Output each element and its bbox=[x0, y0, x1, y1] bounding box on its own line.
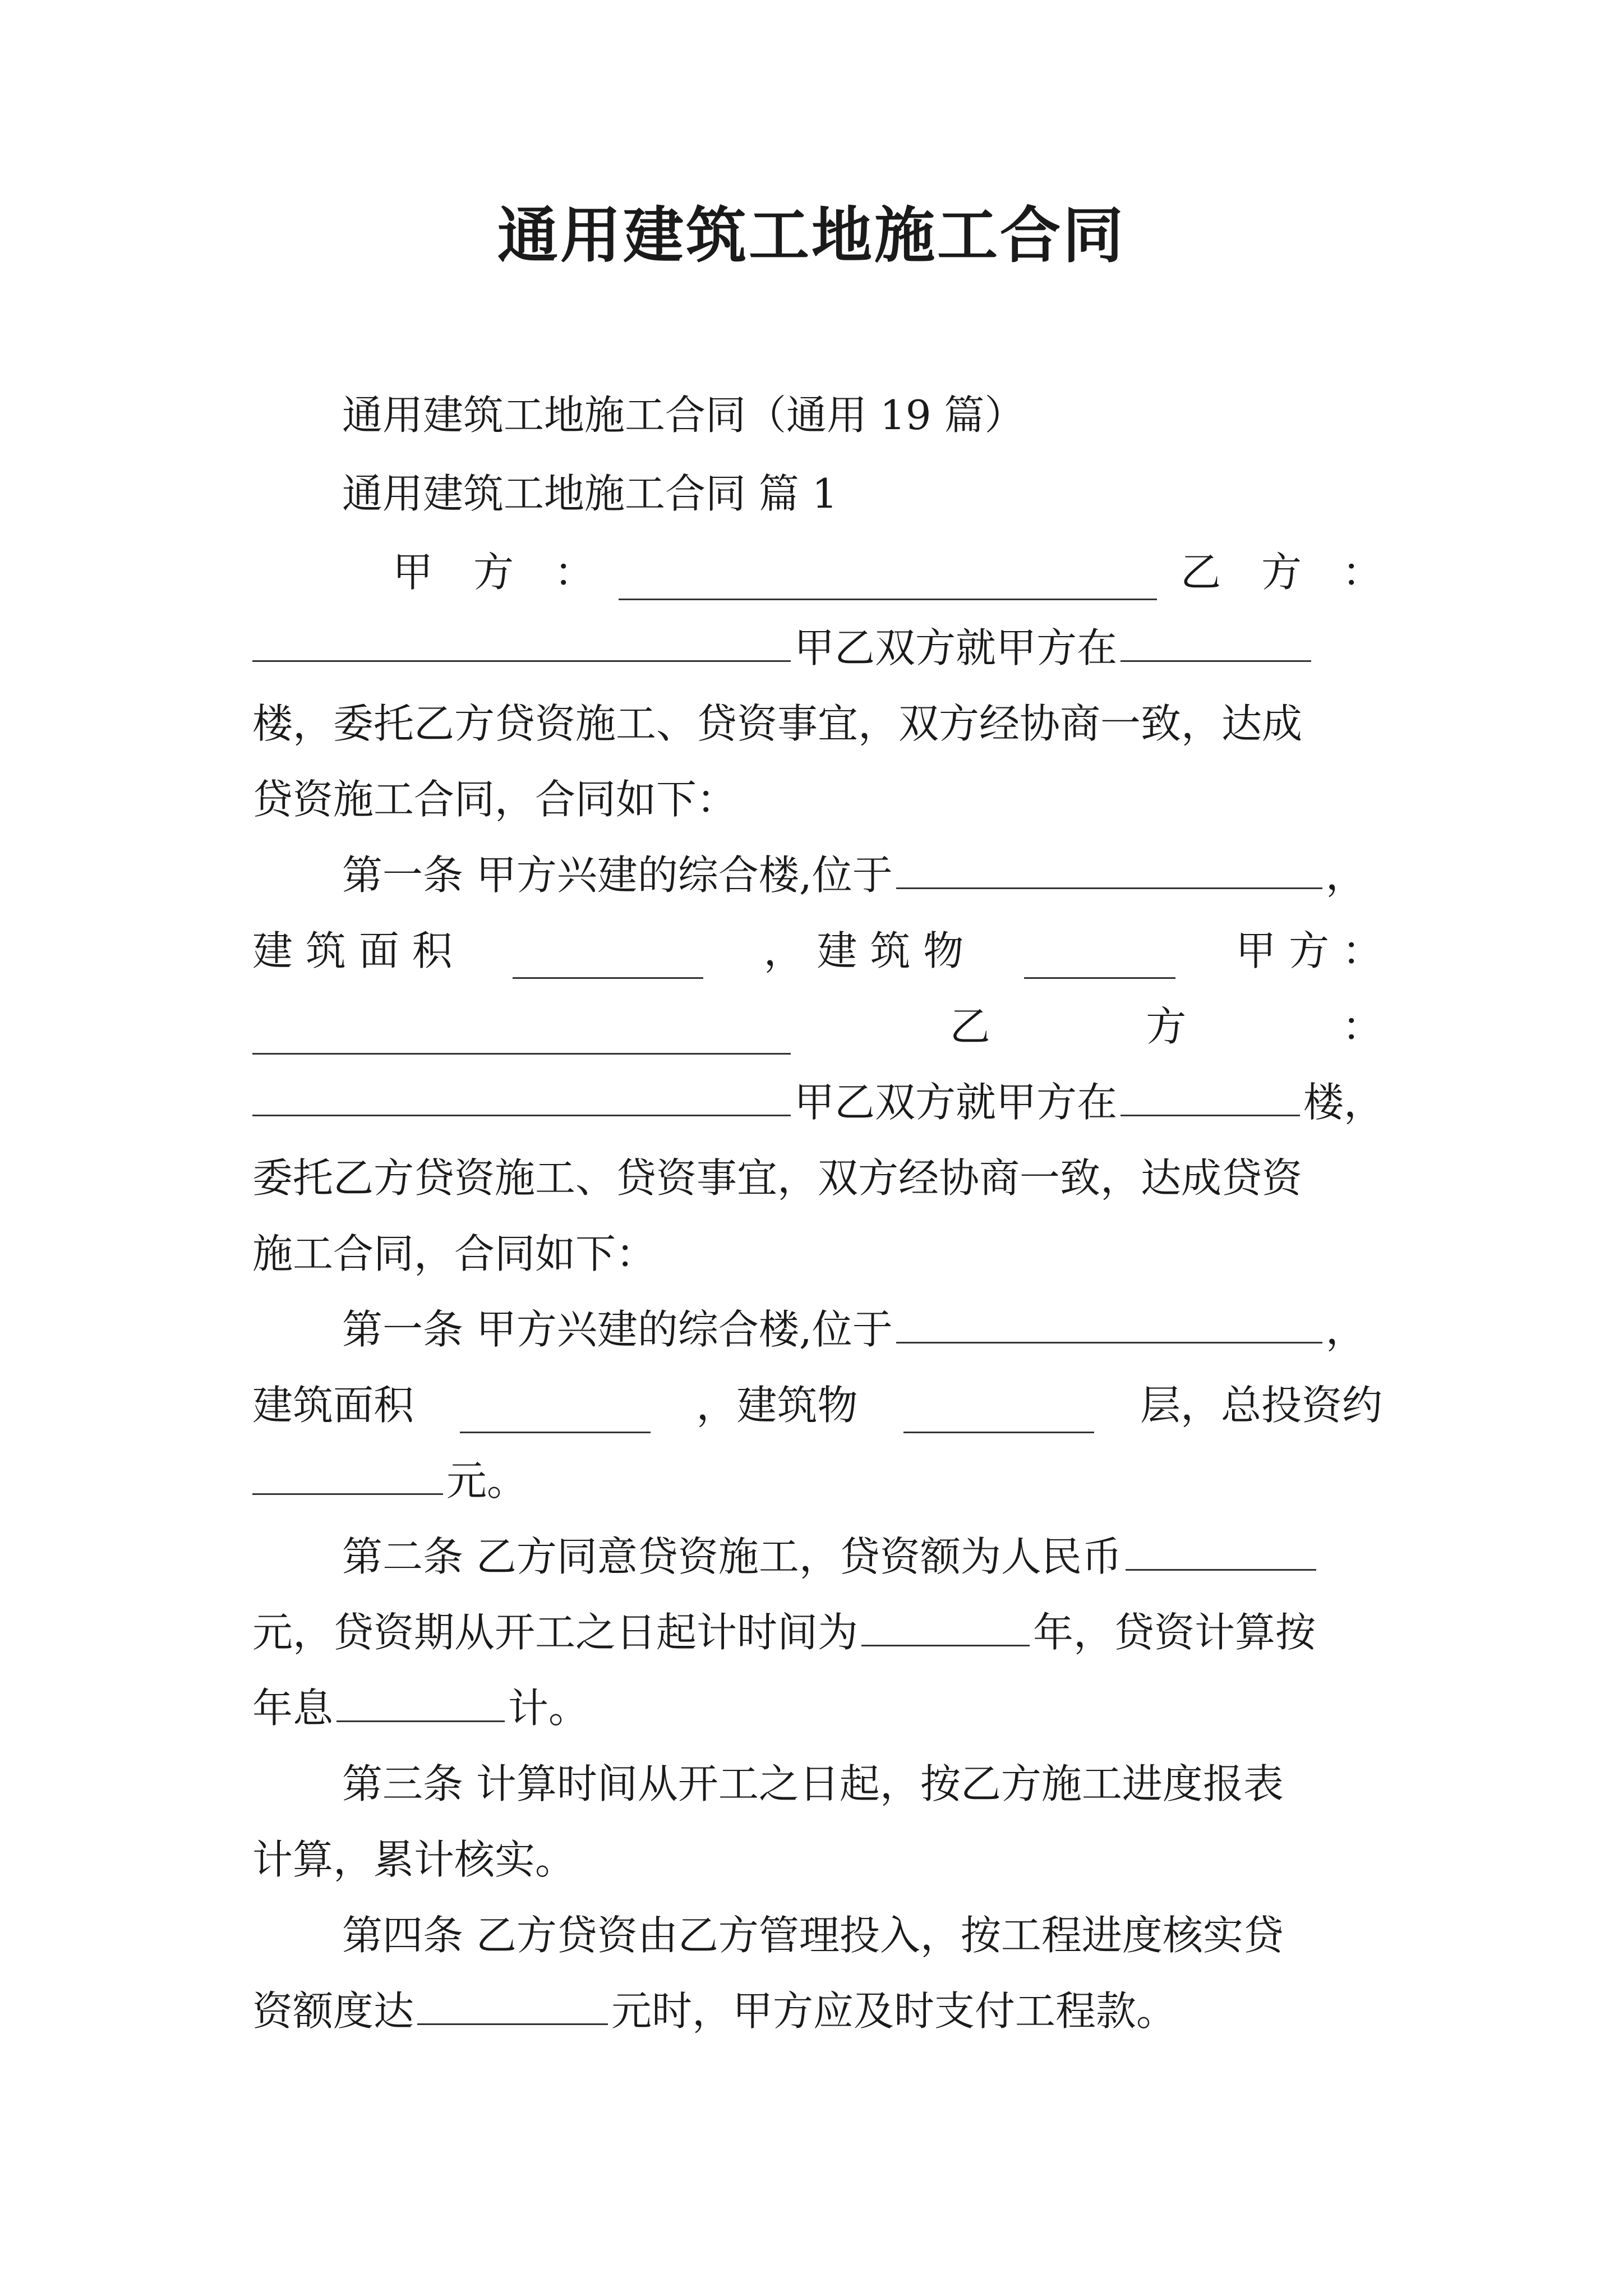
loan-calc-text: 年，贷资计算按 bbox=[1033, 1609, 1316, 1656]
p2-text-end: 楼， bbox=[1303, 1079, 1385, 1126]
section-heading: 通用建筑工地施工合同 篇 1 bbox=[342, 470, 838, 517]
paragraph-2-line-1 bbox=[252, 1074, 1385, 1130]
party-a-blank-2 bbox=[252, 1020, 791, 1055]
article-1b-line-1 bbox=[342, 1301, 1382, 1358]
p2-text-a: 甲乙双方就甲方在 bbox=[794, 1079, 1118, 1126]
article-1b-line-2 bbox=[252, 1377, 1382, 1433]
party-a-blank bbox=[619, 566, 1157, 600]
article-2-text: 第二条 乙方同意贷资施工，贷资额为人民币 bbox=[342, 1533, 1122, 1580]
investment-blank bbox=[252, 1461, 443, 1495]
yuan-text: 元。 bbox=[446, 1457, 528, 1504]
area-blank-2 bbox=[460, 1399, 651, 1433]
paragraph-1-line-2: 楼，委托乙方贷资施工、贷资事宜，双方经协商一致，达成 bbox=[252, 700, 1303, 747]
annual-interest-label: 年息 bbox=[252, 1685, 334, 1732]
comma-2: ， bbox=[1325, 1306, 1366, 1353]
calc-text: 计。 bbox=[508, 1685, 589, 1732]
document-subtitle: 通用建筑工地施工合同（通用 19 篇） bbox=[342, 392, 1025, 439]
article-2-line-2 bbox=[252, 1604, 1382, 1660]
loan-period-blank bbox=[861, 1612, 1030, 1646]
building-blank-2 bbox=[1024, 945, 1175, 979]
document-title: 通用建筑工地施工合同 bbox=[497, 200, 1126, 271]
location-blank-2 bbox=[896, 1309, 1322, 1343]
party-line bbox=[393, 544, 1382, 600]
building-blank bbox=[1121, 628, 1311, 662]
loan-amount-blank bbox=[1126, 1536, 1316, 1571]
paragraph-1-line-1 bbox=[252, 620, 1382, 676]
paragraph-2-line-3: 施工合同，合同如下： bbox=[252, 1230, 657, 1277]
party-a-label-2: 甲 方 ： bbox=[1235, 927, 1382, 974]
quota-label: 资额度达 bbox=[252, 1987, 414, 2035]
article-1-text: 第一条 甲方兴建的综合楼,位于 bbox=[342, 852, 893, 899]
article-1-line-1 bbox=[342, 847, 1382, 903]
payment-text: 元时，甲方应及时支付工程款。 bbox=[611, 1987, 1177, 2035]
paragraph-2-line-2: 委托乙方贷资施工、贷资事宜，双方经协商一致，达成贷资 bbox=[252, 1154, 1303, 1202]
article-4-line-1: 第四条 乙方贷资由乙方管理投入，按工程进度核实贷 bbox=[342, 1912, 1284, 1959]
party-b-char-3: ： bbox=[1341, 1003, 1382, 1050]
building-label-2: ，建筑物 bbox=[696, 1382, 858, 1429]
party-b-label: 乙 方 ： bbox=[1180, 549, 1382, 596]
area-label-2: 建筑面积 bbox=[252, 1382, 414, 1429]
article-1-line-2 bbox=[252, 923, 1382, 979]
article-4-line-2 bbox=[252, 1983, 1382, 2039]
floors-blank bbox=[903, 1399, 1094, 1433]
investment-label: 层，总投资约 bbox=[1140, 1382, 1382, 1429]
building-blank-3 bbox=[1121, 1082, 1300, 1116]
p1-text-a: 甲乙双方就甲方在 bbox=[794, 624, 1118, 671]
party-b-char-1: 乙 bbox=[949, 1003, 990, 1050]
article-1b-line-3 bbox=[252, 1453, 1382, 1509]
building-label: ， 建 筑 物 bbox=[763, 927, 964, 974]
party-a-label: 甲 方 ： bbox=[393, 549, 595, 596]
party-b-blank-2 bbox=[252, 1082, 791, 1116]
location-blank bbox=[896, 855, 1322, 889]
article-1b-text: 第一条 甲方兴建的综合楼,位于 bbox=[342, 1306, 893, 1353]
article-3-line-2: 计算，累计核实。 bbox=[252, 1836, 576, 1883]
party-b-char-2: 方 bbox=[1146, 1003, 1187, 1050]
party-b-blank bbox=[252, 628, 791, 662]
article-2-line-3 bbox=[252, 1680, 1382, 1736]
article-2-line-1 bbox=[342, 1529, 1382, 1585]
area-label: 建 筑 面 积 bbox=[252, 927, 453, 974]
quota-blank bbox=[417, 1991, 608, 2025]
area-blank bbox=[513, 945, 703, 979]
interest-blank bbox=[336, 1688, 505, 1722]
comma: ， bbox=[1325, 852, 1366, 899]
paragraph-1-line-3: 贷资施工合同，合同如下： bbox=[252, 776, 737, 823]
article-3-line-1: 第三条 计算时间从开工之日起，按乙方施工进度报表 bbox=[342, 1760, 1284, 1807]
article-1-line-3 bbox=[252, 999, 1382, 1055]
loan-period-text: 元，贷资期从开工之日起计时间为 bbox=[252, 1609, 859, 1656]
